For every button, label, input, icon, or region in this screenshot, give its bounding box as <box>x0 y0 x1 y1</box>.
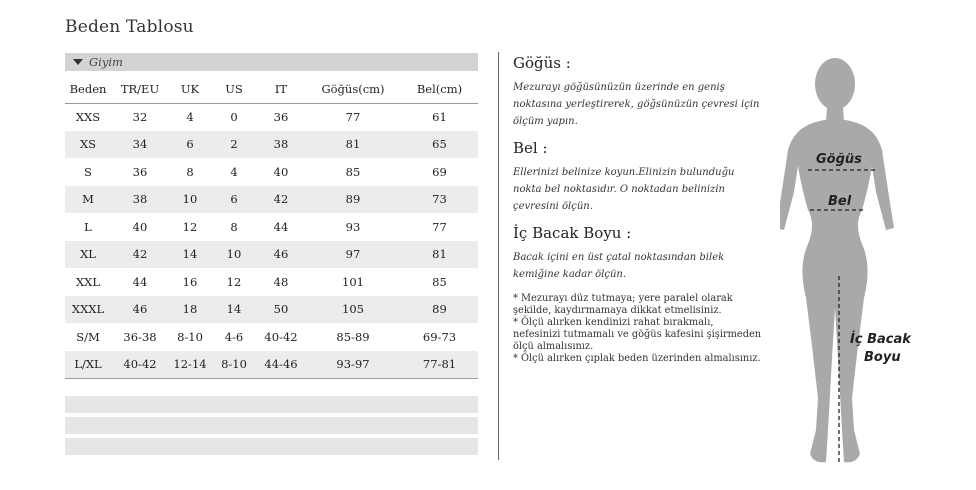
table-row <box>65 213 478 241</box>
note-item: * Mezurayı düz tutmaya; yere paralel olarak şekilde, kaydırmamaya dikkat etmelisiniz. <box>513 293 733 316</box>
table-cell: 93-97 <box>305 351 401 379</box>
table-cell: 6 <box>211 186 257 214</box>
table-cell: 12-14 <box>169 351 211 379</box>
collapsed-section-bar[interactable] <box>65 438 478 455</box>
col-header-tr-eu: TR/EU <box>111 76 169 103</box>
table-row <box>65 296 478 324</box>
table-cell: 93 <box>345 219 361 234</box>
table-cell: 77-81 <box>401 351 478 379</box>
table-cell: XXS <box>75 110 101 124</box>
col-header-it: IT <box>257 76 305 103</box>
size-table <box>65 76 478 379</box>
table-cell: L/XL <box>65 351 111 379</box>
table-cell: 48 <box>273 274 289 289</box>
inseam-label-line2: Boyu <box>864 350 901 365</box>
table-cell: 8-10 <box>177 329 203 344</box>
table-cell: 4-6 <box>224 329 244 344</box>
table-cell: S/M <box>76 329 100 344</box>
table-cell: 50 <box>257 296 305 324</box>
table-cell: 81 <box>401 241 478 269</box>
table-cell: 10 <box>169 186 211 214</box>
table-cell: XL <box>65 241 111 269</box>
table-cell: M <box>65 186 111 214</box>
table-cell: 34 <box>111 131 169 159</box>
table-cell: 44-46 <box>257 351 305 379</box>
table-cell: XXL <box>75 274 100 289</box>
table-row <box>65 241 478 269</box>
table-cell: 14 <box>169 241 211 269</box>
table-cell: 89 <box>305 186 401 214</box>
table-row <box>65 131 478 159</box>
table-cell: 14 <box>211 296 257 324</box>
table-cell: L <box>84 219 92 234</box>
table-cell: 85-89 <box>336 329 370 344</box>
inseam-heading: İç Bacak Boyu : <box>513 224 632 242</box>
table-cell: 6 <box>169 131 211 159</box>
table-cell: 10 <box>211 241 257 269</box>
note-item: * Ölçü alırken kendinizi rahat bırakmalı, nefesinizi tutmamalı ve göğüs kafesini şişirmeden ölçü almalısınız. <box>513 317 762 352</box>
table-cell: 77 <box>432 219 447 234</box>
vertical-divider <box>498 52 499 460</box>
table-cell: 8-10 <box>211 351 257 379</box>
table-cell: 85 <box>432 274 447 289</box>
note-item: * Ölçü alırken çıplak beden üzerinden almalısınız. <box>513 353 761 364</box>
table-cell: 40 <box>132 219 148 234</box>
table-cell: 12 <box>182 219 198 234</box>
table-row <box>65 103 478 131</box>
table-cell: 36-38 <box>123 329 157 344</box>
table-row <box>65 323 478 351</box>
table-cell: 73 <box>401 186 478 214</box>
body-figure <box>780 58 920 473</box>
measurement-notes <box>513 293 763 365</box>
page-title: Beden Tablosu <box>65 17 194 37</box>
inseam-description: Bacak içini en üst çatal noktasından bilek kemiğine kadar ölçün. <box>513 252 725 280</box>
col-header-beden: Beden <box>65 76 111 103</box>
table-cell: 61 <box>432 110 447 124</box>
table-cell: 46 <box>257 241 305 269</box>
table-cell: 42 <box>257 186 305 214</box>
col-header-us: US <box>211 76 257 103</box>
table-cell: 0 <box>230 110 238 124</box>
table-cell: 16 <box>182 274 198 289</box>
table-cell: 69-73 <box>422 329 457 344</box>
waist-label: Bel <box>828 194 852 209</box>
col-header-uk: UK <box>169 76 211 103</box>
table-cell: 12 <box>226 274 242 289</box>
chest-heading: Göğüs : <box>513 54 571 72</box>
inseam-label-line1: İç Bacak <box>850 332 911 347</box>
table-cell: 2 <box>211 131 257 159</box>
table-cell: 18 <box>169 296 211 324</box>
table-cell: 40-42 <box>264 329 298 344</box>
table-cell: 44 <box>132 274 148 289</box>
table-cell: 42 <box>111 241 169 269</box>
table-cell: XS <box>65 131 111 159</box>
table-cell: 40 <box>273 164 289 179</box>
table-row <box>65 186 478 214</box>
collapsed-section-bar[interactable] <box>65 417 478 434</box>
table-cell: XXXL <box>65 296 111 324</box>
table-cell: 4 <box>230 164 238 179</box>
table-header-row <box>65 76 478 103</box>
table-cell: 38 <box>257 131 305 159</box>
caret-down-icon[interactable] <box>73 59 83 65</box>
table-cell: 69 <box>432 164 447 179</box>
table-row <box>65 158 478 186</box>
table-cell: 4 <box>186 110 194 124</box>
col-header-gogus: Göğüs(cm) <box>305 76 401 103</box>
section-toggle[interactable] <box>65 53 478 71</box>
table-cell: 85 <box>345 164 361 179</box>
col-header-bel: Bel(cm) <box>401 76 478 103</box>
table-cell: 105 <box>305 296 401 324</box>
table-cell: 40-42 <box>111 351 169 379</box>
table-cell: 97 <box>305 241 401 269</box>
table-cell: 65 <box>401 131 478 159</box>
table-cell: 36 <box>273 110 289 124</box>
table-row <box>65 351 478 379</box>
table-cell: 46 <box>111 296 169 324</box>
chest-description: Mezurayı göğüsünüzün üzerinde en geniş noktasına yerleştirerek, göğsünüzün çevresi için ölçüm yapın. <box>513 82 760 127</box>
table-cell: 8 <box>186 164 194 179</box>
table-cell: 81 <box>305 131 401 159</box>
table-cell: S <box>84 164 92 179</box>
table-row <box>65 268 478 296</box>
waist-heading: Bel : <box>513 139 548 157</box>
table-cell: 32 <box>132 110 148 124</box>
table-cell: 38 <box>111 186 169 214</box>
section-label: Giyim <box>89 55 123 69</box>
table-cell: 77 <box>345 110 361 124</box>
waist-description: Ellerinizi belinize koyun.Elinizin bulunduğu nokta bel noktasıdır. O noktadan belinizin çevresini ölçün. <box>513 167 735 212</box>
collapsed-section-bar[interactable] <box>65 396 478 413</box>
table-cell: 89 <box>401 296 478 324</box>
table-cell: 101 <box>342 274 364 289</box>
table-cell: 36 <box>132 164 148 179</box>
table-cell: 44 <box>273 219 289 234</box>
measurement-guide <box>513 54 763 365</box>
body-silhouette-icon <box>780 58 920 473</box>
table-cell: 8 <box>230 219 238 234</box>
chest-label: Göğüs <box>816 152 862 167</box>
